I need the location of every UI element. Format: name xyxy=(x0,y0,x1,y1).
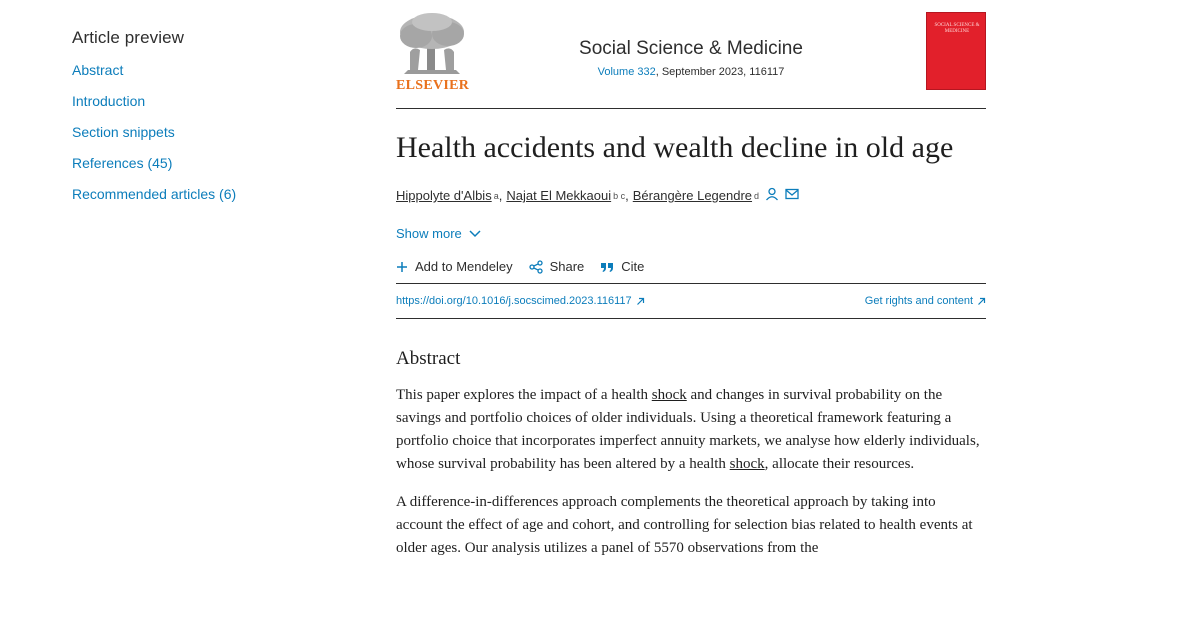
share-icon xyxy=(529,260,543,274)
sidebar-item-section-snippets[interactable]: Section snippets xyxy=(72,124,175,140)
quote-icon xyxy=(600,261,614,273)
plus-icon xyxy=(396,261,408,273)
cite-button[interactable] xyxy=(600,259,644,274)
elsevier-tree-logo xyxy=(396,12,468,76)
external-arrow-icon xyxy=(636,297,645,306)
sidebar-item-introduction[interactable]: Introduction xyxy=(72,93,146,109)
journal-cover-image[interactable] xyxy=(926,12,986,90)
glossary-term-link[interactable]: shock xyxy=(729,456,765,472)
journal-info xyxy=(496,38,886,78)
add-to-mendeley-label: Add to Mendeley xyxy=(415,259,513,274)
header-divider xyxy=(396,108,986,109)
show-more-button[interactable] xyxy=(396,226,986,241)
abstract-text: , allocate their resources. xyxy=(764,456,915,472)
journal-title[interactable]: Social Science & Medicine xyxy=(579,38,803,59)
author-affiliation[interactable]: a xyxy=(493,190,499,201)
volume-link[interactable]: Volume 332 xyxy=(597,66,656,78)
get-rights-label: Get rights and content xyxy=(864,295,973,307)
envelope-icon[interactable] xyxy=(785,188,799,203)
elsevier-logo[interactable] xyxy=(396,12,468,92)
chevron-down-icon xyxy=(468,229,482,239)
glossary-term-link[interactable]: shock xyxy=(651,387,687,403)
abstract-text: This paper explores the impact of a health xyxy=(396,387,652,403)
abstract-heading: Abstract xyxy=(396,348,461,369)
abstract-paragraph-1 xyxy=(396,384,986,476)
doi-link[interactable] xyxy=(396,295,645,307)
author-separator: , xyxy=(498,188,503,203)
author-affiliation[interactable]: d xyxy=(754,190,760,201)
show-more-label: Show more xyxy=(396,226,462,241)
share-button[interactable] xyxy=(529,259,585,274)
cite-label: Cite xyxy=(621,259,645,274)
author-link[interactable]: Hippolyte d'Albis xyxy=(396,188,492,203)
author-link[interactable]: Bérangère Legendre xyxy=(632,188,753,203)
abstract-paragraph-2: A difference-in-differences approach complements the theoretical approach by taking into account the effect of age and cohort, and controlling for selection bias related to health events at older ages. Our analysis utilizes a panel of 5570 observations from the xyxy=(396,494,973,556)
author-separator: , xyxy=(625,188,629,203)
article-outline-sidebar xyxy=(72,28,312,217)
sidebar-list xyxy=(72,62,312,202)
doi-bar xyxy=(396,283,986,319)
external-arrow-icon xyxy=(977,297,986,306)
share-label: Share xyxy=(549,259,585,274)
person-icon[interactable] xyxy=(765,187,779,204)
elsevier-wordmark: ELSEVIER xyxy=(396,78,470,93)
abstract-text: and changes in survival probability on the savings and portfolio choices of older individuals. Using a theoretical framework featuring a portfolio choice that incorporates imperfect annuity markets, we analyse how elderly individuals, whose survival probability has been altered by a health xyxy=(396,387,980,472)
add-to-mendeley-button[interactable] xyxy=(396,259,513,274)
author-link[interactable]: Najat El Mekkaoui xyxy=(506,188,612,203)
article-actions xyxy=(396,259,986,274)
author-affiliation[interactable]: b c xyxy=(613,190,626,201)
doi-text: https://doi.org/10.1016/j.socscimed.2023.116117 xyxy=(396,295,632,307)
sidebar-title: Article preview xyxy=(72,28,185,47)
sidebar-item-references[interactable]: References (45) xyxy=(72,155,173,171)
journal-meta xyxy=(496,66,886,78)
article-main xyxy=(396,12,986,560)
issue-info: , September 2023, 116117 xyxy=(655,66,785,78)
get-rights-link[interactable] xyxy=(865,295,986,307)
sidebar-item-recommended-articles[interactable]: Recommended articles (6) xyxy=(72,186,237,202)
journal-header xyxy=(396,12,986,92)
sidebar-item-abstract[interactable]: Abstract xyxy=(72,62,124,78)
cover-text: SOCIAL SCIENCE & MEDICINE xyxy=(934,23,980,34)
article-title: Health accidents and wealth decline in old age xyxy=(396,131,954,164)
author-list xyxy=(396,187,986,204)
